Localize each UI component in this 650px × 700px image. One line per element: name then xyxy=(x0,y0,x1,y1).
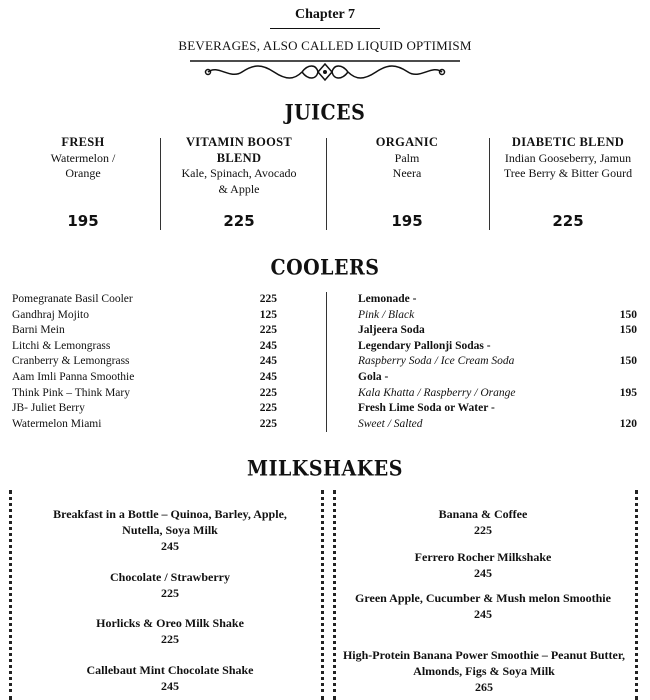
list-item xyxy=(12,386,277,402)
list-item xyxy=(358,339,637,355)
list-item xyxy=(358,292,637,308)
juice-description: Palm Neera xyxy=(392,150,422,180)
list-item xyxy=(12,323,277,339)
item-name: Lemonade - xyxy=(358,293,417,305)
juice-item xyxy=(166,135,312,197)
juice-item xyxy=(12,135,154,182)
list-item xyxy=(12,354,277,370)
item-name: Litchi & Lemongrass xyxy=(12,339,111,352)
item-name: Kala Khatta / Raspberry / Orange xyxy=(358,386,516,399)
item-price: 225 xyxy=(161,586,179,600)
section-heading-milkshakes: MILKSHAKES xyxy=(247,456,403,482)
item-name: Horlicks & Oreo Milk Shake xyxy=(96,616,244,630)
list-item xyxy=(358,417,637,433)
juice-description: Kale, Spinach, Avocado & Apple xyxy=(181,166,297,196)
juice-name: VITAMIN BOOST BLEND xyxy=(185,135,293,165)
milkshake-item xyxy=(30,662,310,694)
item-name: Watermelon Miami xyxy=(12,417,102,430)
column-divider xyxy=(489,138,490,230)
item-name: Raspberry Soda / Ice Cream Soda xyxy=(358,355,515,368)
dotted-border xyxy=(9,490,12,700)
item-name: Legendary Pallonji Sodas - xyxy=(358,339,491,352)
milkshake-item xyxy=(336,647,632,695)
juice-price: 225 xyxy=(552,212,584,230)
dotted-border xyxy=(635,490,638,700)
item-price: 245 xyxy=(474,566,492,580)
item-price: 225 xyxy=(259,417,277,430)
item-price: 225 xyxy=(259,324,277,337)
milkshake-item xyxy=(340,506,626,538)
list-item xyxy=(358,323,637,339)
item-price: 150 xyxy=(619,355,637,368)
item-name: Callebaut Mint Chocolate Shake xyxy=(86,663,254,677)
section-heading-coolers: COOLERS xyxy=(270,255,380,281)
juice-description: Indian Gooseberry, Jamun Tree Berry & Bitter Gourd xyxy=(503,150,633,180)
milkshake-item xyxy=(340,590,626,622)
item-name: Jaljeera Soda xyxy=(358,324,425,337)
list-item xyxy=(12,339,277,355)
item-price: 245 xyxy=(161,679,179,693)
item-name: Banana & Coffee xyxy=(438,507,528,521)
item-name: Aam Imli Panna Smoothie xyxy=(12,370,135,383)
column-divider xyxy=(160,138,161,230)
list-item xyxy=(358,354,637,370)
item-price: 225 xyxy=(259,293,277,305)
item-price: 225 xyxy=(161,632,179,646)
item-name: Cranberry & Lemongrass xyxy=(12,355,130,368)
juice-price: 195 xyxy=(391,212,423,230)
item-price: 245 xyxy=(259,370,277,383)
menu-subtitle: BEVERAGES, ALSO CALLED LIQUID OPTIMISM xyxy=(178,38,472,53)
section-heading-juices: JUICES xyxy=(284,100,366,126)
item-name: Pomegranate Basil Cooler xyxy=(12,293,133,305)
item-price: 120 xyxy=(619,417,637,430)
item-name: Gola - xyxy=(358,370,389,383)
item-name: Gandhraj Mojito xyxy=(12,308,89,321)
column-divider xyxy=(326,138,327,230)
column-divider xyxy=(326,292,327,432)
item-price: 225 xyxy=(259,386,277,399)
list-item xyxy=(358,370,637,386)
list-item xyxy=(12,292,277,308)
milkshake-item xyxy=(30,569,310,601)
item-price: 195 xyxy=(619,386,637,399)
item-price: 245 xyxy=(259,339,277,352)
item-price: 125 xyxy=(259,308,277,321)
item-price: 245 xyxy=(474,607,492,621)
item-name: Sweet / Salted xyxy=(358,417,423,430)
chapter-title: Chapter 7 xyxy=(270,2,380,29)
milkshake-item xyxy=(340,549,626,581)
item-name: Pink / Black xyxy=(358,308,415,321)
item-price: 225 xyxy=(474,523,492,537)
list-item xyxy=(12,370,277,386)
list-item xyxy=(12,417,277,433)
item-price: 245 xyxy=(161,539,179,553)
item-price: 245 xyxy=(259,355,277,368)
coolers-left-list xyxy=(12,292,277,432)
item-name: Green Apple, Cucumber & Mush melon Smoothie xyxy=(355,591,611,605)
juice-name: FRESH xyxy=(61,135,105,149)
scroll-ornament-icon xyxy=(190,58,460,84)
juice-name: ORGANIC xyxy=(375,135,439,149)
item-name: Fresh Lime Soda or Water - xyxy=(358,402,495,415)
item-name: JB- Juliet Berry xyxy=(12,402,85,415)
item-price: 265 xyxy=(475,680,493,694)
item-price: 150 xyxy=(619,308,637,321)
juice-item xyxy=(332,135,482,182)
list-item xyxy=(12,401,277,417)
item-name: Breakfast in a Bottle – Quinoa, Barley, Apple, Nutella, Soya Milk xyxy=(53,507,287,537)
juice-price: 225 xyxy=(223,212,255,230)
item-price: 150 xyxy=(619,324,637,337)
juice-price: 195 xyxy=(67,212,99,230)
item-name: Chocolate / Strawberry xyxy=(110,570,230,584)
list-item xyxy=(358,401,637,417)
item-name: Ferrero Rocher Milkshake xyxy=(414,550,552,564)
juice-item xyxy=(494,135,642,182)
item-price: 225 xyxy=(259,402,277,415)
dotted-border xyxy=(321,490,324,700)
juice-description: Watermelon / Orange xyxy=(50,150,116,180)
milkshake-item xyxy=(30,615,310,647)
list-item xyxy=(358,386,637,402)
item-name: Think Pink – Think Mary xyxy=(12,386,130,399)
milkshake-item xyxy=(30,506,310,554)
coolers-right-list xyxy=(358,292,637,432)
list-item xyxy=(358,308,637,324)
item-name: High-Protein Banana Power Smoothie – Peanut Butter, Almonds, Figs & Soya Milk xyxy=(342,648,626,678)
list-item xyxy=(12,308,277,324)
item-name: Barni Mein xyxy=(12,324,65,337)
juice-name: DIABETIC BLEND xyxy=(511,135,625,149)
